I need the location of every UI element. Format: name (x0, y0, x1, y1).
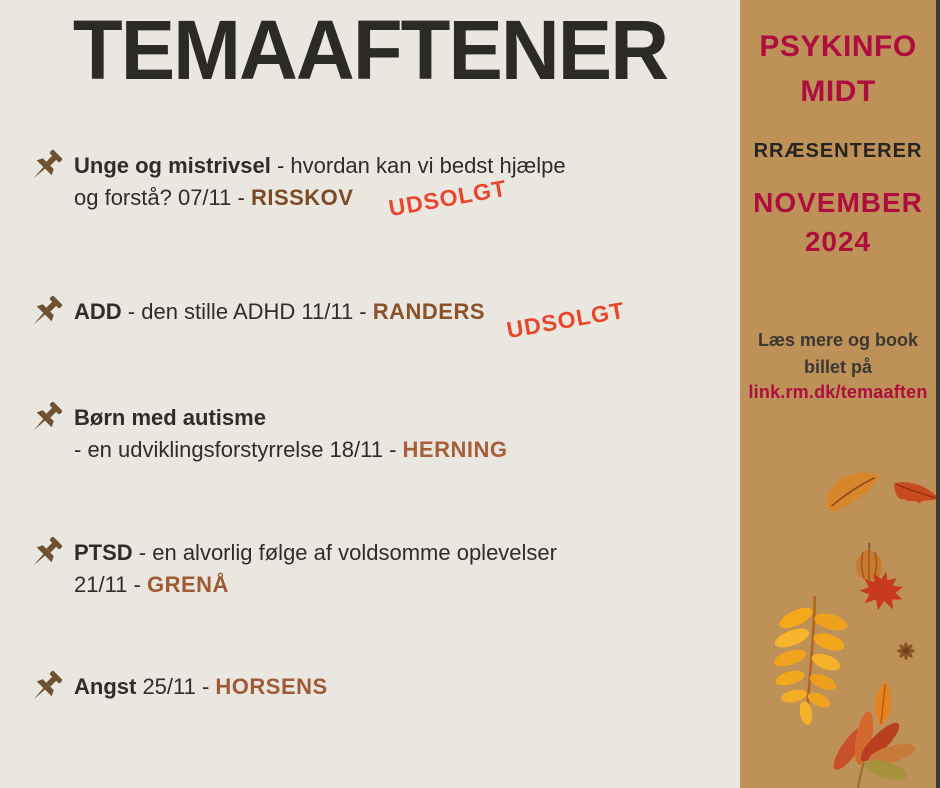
pushpin-icon (21, 528, 72, 579)
booking-info-line1: Læs mere og book (757, 330, 919, 350)
event-location: HERNING (402, 437, 508, 462)
month-label (740, 183, 936, 261)
event-text (74, 671, 674, 703)
maple-leaf-image (854, 565, 910, 616)
presents-label: RRÆSENTERER (753, 140, 923, 162)
month-name: NOVEMBER (753, 187, 923, 218)
event-text (74, 402, 674, 466)
event-topic: ADD (74, 299, 122, 324)
event-topic: Angst (74, 674, 137, 699)
event-topic: Børn med autisme (74, 405, 266, 430)
event-date: og forstå? 07/11 - (74, 185, 251, 210)
poster-title: TEMAAFTENER (72, 3, 668, 97)
event-date: 25/11 - (136, 674, 216, 699)
event-date: 21/11 - (74, 572, 147, 597)
pushpin-icon (21, 662, 72, 713)
event-row-ptsd (28, 537, 720, 601)
rowan-branch-image (768, 596, 862, 726)
org-name-line2: MIDT (800, 75, 876, 108)
event-description: - den stille ADHD 11/11 - (121, 299, 373, 324)
event-location: RISSKOV (250, 185, 354, 210)
event-location: HORSENS (215, 674, 328, 699)
event-topic: Unge og mistrivsel (74, 153, 271, 178)
sold-out-stamp: UDSOLGT (504, 296, 627, 344)
event-topic: PTSD (74, 540, 133, 565)
event-description: - en udviklingsforstyrrelse 18/11 - (74, 437, 403, 462)
event-description: - en alvorlig følge af voldsomme oplevelser (132, 540, 557, 565)
pushpin-icon (21, 141, 72, 192)
event-row-angst (28, 671, 720, 703)
org-name-line1: PSYKINFO (759, 30, 917, 63)
org-name (740, 24, 936, 114)
oak-leaf-image (819, 463, 888, 521)
red-leaf-image (887, 477, 940, 524)
event-location: RANDERS (372, 299, 486, 324)
event-row-born-med-autisme (28, 402, 720, 466)
event-text (74, 150, 674, 214)
star-anise-image (888, 634, 924, 668)
sidebar (740, 0, 940, 788)
event-row-unge-og-mistrivsel (28, 150, 720, 222)
booking-info (740, 327, 936, 381)
creeper-leaf-image (828, 710, 930, 788)
pushpin-icon (21, 393, 72, 444)
event-location: GRENÅ (146, 572, 229, 597)
booking-info-line2: billet på (803, 357, 872, 377)
event-text (74, 537, 674, 601)
sold-out-stamp: UDSOLGT (386, 174, 509, 222)
month-year: 2024 (804, 226, 872, 257)
pushpin-icon (21, 287, 72, 338)
event-description: - hvordan kan vi bedst hjælpe (270, 153, 566, 178)
event-row-add (28, 296, 720, 344)
booking-link: link.rm.dk/temaaften (748, 382, 928, 402)
